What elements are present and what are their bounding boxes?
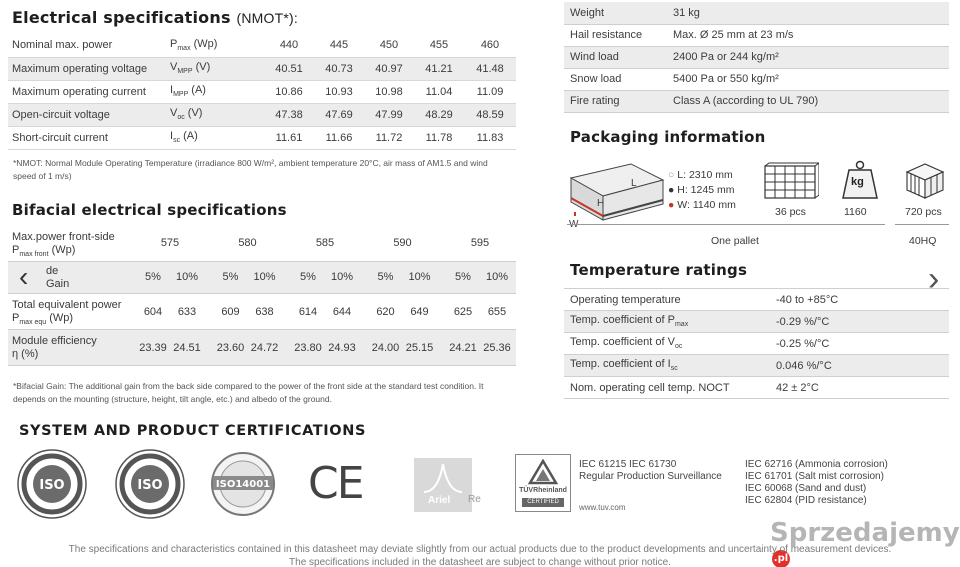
total-power-value: 620 [376, 306, 395, 318]
row-value: 40.73 [314, 57, 364, 80]
row-value: 11.66 [325, 131, 353, 144]
total-power-value: 644 [332, 306, 352, 318]
mechanical-row [564, 46, 949, 68]
box-w-label: W [569, 219, 579, 230]
electrical-table [8, 34, 516, 150]
dim-l: L: 2310 mm [677, 169, 733, 181]
pcs-per-pallet: 36 pcs [775, 206, 806, 218]
row-value: 11.61 [275, 131, 303, 144]
row-value: 41.48 [464, 57, 516, 80]
disclaimer-line-2: The specifications included in the datasheet are subject to change without prior notice. [289, 557, 671, 567]
iso-45001-text: ISO [137, 478, 163, 493]
row-label: Maximum operating voltage [8, 57, 166, 80]
iso-45001-badge-icon [113, 448, 187, 520]
iso-9001-badge-icon [15, 448, 89, 520]
gain-value: 5% [377, 271, 394, 283]
total-power-value: 609 [221, 306, 240, 318]
temperature-table [564, 288, 949, 399]
temperature-row [564, 333, 949, 355]
electrical-row [8, 126, 516, 149]
row-value: 455 [429, 39, 449, 52]
gain-value: 10% [175, 271, 199, 283]
gain-value: 5% [455, 271, 471, 283]
front-power-value: 585 [315, 237, 335, 249]
temperature-label: Temp. coefficient of $P_{max}$ [564, 311, 770, 333]
mechanical-label: Hail resistance [564, 24, 667, 46]
bifacial-header-symbol: $P_{max front}$ (Wp) [12, 244, 76, 259]
temperature-title: Temperature ratings [570, 261, 748, 279]
row-value: 450 [379, 39, 399, 52]
box-h-label: H [597, 198, 605, 209]
row-value: 47.99 [364, 103, 414, 126]
tuv-name: TÜVRheinland [519, 487, 567, 494]
gain-value: 10% [485, 271, 509, 283]
bifacial-total-row [8, 294, 516, 330]
iec-standard: IEC 62716 (Ammonia corrosion) [745, 459, 888, 470]
mechanical-value: 5400 Pa or 550 kg/m² [667, 68, 949, 90]
row-value: 40.51 [264, 57, 314, 80]
row-value: 41.21 [414, 57, 464, 80]
temperature-value: -40 to +85°C [770, 289, 949, 311]
watermark-suffix: .pl [772, 550, 790, 567]
iec-standard: IEC 62804 (PID resistance) [745, 495, 867, 506]
ariel-logo-icon [414, 458, 472, 512]
pallet-label: One pallet [711, 235, 759, 247]
mechanical-row [564, 24, 949, 46]
row-value: 460 [480, 39, 500, 52]
gain-value: 10% [330, 271, 354, 283]
row-label: Nominal max. power [12, 39, 113, 52]
tuv-certified-label: CERTIFIED [522, 498, 564, 507]
row-symbol: $I_{MPP}$ (A) [170, 84, 206, 99]
row-value: 440 [279, 39, 299, 52]
bifacial-gain-row [8, 262, 516, 294]
row-symbol: $P_{max}$ (Wp) [170, 38, 218, 53]
watermark-text: Sprzedajemy [770, 518, 960, 548]
pallet-weight: 1160 [844, 206, 867, 218]
total-power-value: 638 [255, 306, 274, 318]
container-pcs: 720 pcs [905, 206, 942, 218]
iso-14001-text: ISO14001 [215, 479, 271, 490]
ce-mark-icon: CE [308, 458, 363, 509]
bifacial-table [8, 226, 516, 366]
box-l-label: L [631, 178, 637, 189]
mechanical-table [564, 2, 949, 113]
temperature-value: -0.29 %/°C [770, 311, 949, 333]
mechanical-row [564, 68, 949, 90]
iso-9001-text: ISO [39, 478, 65, 493]
temperature-label: Nom. operating cell temp. NOCT [564, 377, 770, 399]
row-value: 10.86 [275, 85, 303, 98]
row-symbol: $I_{sc}$ (A) [170, 130, 198, 145]
row-label: Open-circuit voltage [8, 103, 166, 126]
packaging-panel [565, 150, 950, 255]
temperature-value: -0.25 %/°C [770, 333, 949, 355]
mechanical-label: Snow load [564, 68, 667, 90]
gain-label: de Gain [46, 265, 70, 290]
gain-value: 10% [253, 271, 276, 283]
total-power-value: 649 [410, 306, 429, 318]
temperature-row [564, 289, 949, 311]
row-value: 48.29 [414, 103, 464, 126]
efficiency-value: 23.80 [294, 342, 322, 354]
electrical-title [12, 8, 298, 27]
total-power-symbol: $P_{max equ}$ (Wp) [12, 312, 74, 327]
dim-w: W: 1140 mm [677, 199, 736, 211]
disclaimer-line-1: The specifications and characteristics contained in this datasheet may deviate slightly from our actual products due to the product developments and uncertainty of measurement devices. [68, 544, 892, 555]
total-power-value: 655 [487, 306, 507, 318]
total-power-value: 633 [177, 306, 197, 318]
mechanical-value: 31 kg [667, 2, 949, 24]
modules-stack-icon [763, 162, 819, 202]
electrical-title-suffix: (NMOT*): [236, 10, 298, 26]
pallet-dimensions: ○ L: 2310 mm ● H: 1245 mm ● W: 1140 mm [668, 169, 736, 211]
tuv-logo-icon [515, 454, 571, 512]
electrical-row [8, 103, 516, 126]
front-power-value: 575 [160, 237, 180, 249]
electrical-footnote: *NMOT: Normal Module Operating Temperature (irradiance 800 W/m², ambient temperature 20°C, air mass of AM1.5 and wind speed of 1 m/s) [13, 158, 488, 181]
gain-value: 10% [408, 271, 431, 283]
front-power-value: 595 [470, 237, 490, 249]
row-symbol: $V_{MPP}$ (V) [166, 57, 264, 80]
regular-surveillance: Regular Production Surveillance [579, 471, 722, 482]
ariel-text: Ariel [428, 495, 451, 506]
mechanical-row [564, 90, 949, 112]
efficiency-symbol: η (%) [12, 348, 39, 360]
row-value: 47.38 [264, 103, 314, 126]
row-value: 10.98 [375, 85, 403, 98]
bifacial-efficiency-row [8, 330, 516, 366]
mechanical-label: Fire rating [564, 90, 667, 112]
front-power-value: 580 [238, 237, 257, 249]
certifications-title: SYSTEM AND PRODUCT CERTIFICATIONS [19, 423, 366, 439]
bifacial-footnote: *Bifacial Gain: The additional gain from the back side compared to the power of the front side at the standard test condition. It depends on the mounting (structure, height, tilt angle, etc.) and albedo of the ground. [13, 381, 484, 404]
prev-arrow-icon[interactable]: ‹ [19, 261, 29, 292]
gain-value: 5% [145, 271, 161, 283]
mechanical-value: Max. Ø 25 mm at 23 m/s [667, 24, 949, 46]
total-power-value: 625 [453, 306, 473, 318]
mechanical-label: Wind load [564, 46, 667, 68]
electrical-row [8, 80, 516, 103]
efficiency-value: 23.60 [216, 342, 245, 354]
mechanical-value: 2400 Pa or 244 kg/m² [667, 46, 949, 68]
mechanical-value: Class A (according to UL 790) [667, 90, 949, 112]
iec-list-2 [745, 459, 888, 507]
efficiency-value: 24.21 [449, 342, 477, 354]
bifacial-header-row [8, 226, 516, 262]
mechanical-row [564, 2, 949, 24]
total-power-value: 604 [143, 306, 163, 318]
row-value: 11.83 [476, 131, 504, 144]
efficiency-value: 25.36 [483, 342, 511, 354]
row-value: 11.09 [476, 85, 504, 98]
row-value: 10.93 [325, 85, 353, 98]
temperature-row [564, 355, 949, 377]
row-label: Maximum operating current [12, 85, 146, 98]
row-value: 40.97 [364, 57, 414, 80]
row-value: 445 [329, 39, 349, 52]
row-value: 47.69 [314, 103, 364, 126]
temperature-label: Temp. coefficient of $I_{sc}$ [564, 355, 770, 377]
pallet-icon [565, 158, 669, 228]
iec-standard: IEC 61701 (Salt mist corrosion) [745, 471, 884, 482]
bifacial-title: Bifacial electrical specifications [12, 201, 287, 219]
efficiency-label: Module efficiency [12, 335, 97, 347]
efficiency-value: 24.93 [328, 342, 356, 354]
bifacial-header-label: Max.power front-side [12, 231, 115, 243]
temperature-row [564, 377, 949, 399]
gain-value: 5% [222, 271, 239, 283]
iec-list-1 [579, 459, 722, 483]
total-power-label: Total equivalent power [12, 299, 122, 311]
efficiency-value: 25.15 [405, 342, 434, 354]
gain-value: 5% [300, 271, 316, 283]
pallet-divider [567, 224, 885, 225]
weight-icon-text: kg [851, 176, 864, 188]
container-label: 40HQ [909, 235, 937, 247]
dim-h: H: 1245 mm [677, 184, 735, 196]
container-divider [895, 224, 949, 225]
electrical-row [8, 34, 516, 57]
row-value: 11.78 [425, 131, 453, 144]
electrical-title-text: Electrical specifications [12, 8, 231, 27]
row-label: Short-circuit current [12, 131, 108, 144]
certifications-row [12, 448, 952, 522]
row-value: 11.04 [425, 85, 453, 98]
front-power-value: 590 [393, 237, 412, 249]
iec-standard: IEC 60068 (Sand and dust) [745, 483, 867, 494]
temperature-label: Operating temperature [564, 289, 770, 311]
iec-61215-61730: IEC 61215 IEC 61730 [579, 459, 677, 470]
temperature-value: 0.046 %/°C [770, 355, 949, 377]
temperature-row [564, 311, 949, 333]
container-icon [903, 160, 947, 200]
efficiency-value: 23.39 [139, 342, 167, 354]
temperature-value: 42 ± 2°C [770, 377, 949, 399]
electrical-row [8, 57, 516, 80]
ariel-re-text: Re [468, 494, 481, 505]
efficiency-value: 24.00 [371, 342, 400, 354]
iso-14001-badge-icon [207, 450, 279, 518]
efficiency-value: 24.51 [173, 342, 201, 354]
next-arrow-icon[interactable]: › [928, 260, 940, 298]
row-value: 11.72 [375, 131, 403, 144]
temperature-label: Temp. coefficient of $V_{oc}$ [564, 333, 770, 355]
efficiency-value: 24.72 [250, 342, 279, 354]
tuv-url: www.tuv.com [579, 503, 626, 512]
row-value: 48.59 [464, 103, 516, 126]
packaging-title: Packaging information [570, 128, 766, 146]
mechanical-label: Weight [564, 2, 667, 24]
total-power-value: 614 [298, 306, 318, 318]
row-symbol: $V_{oc}$ (V) [166, 103, 264, 126]
